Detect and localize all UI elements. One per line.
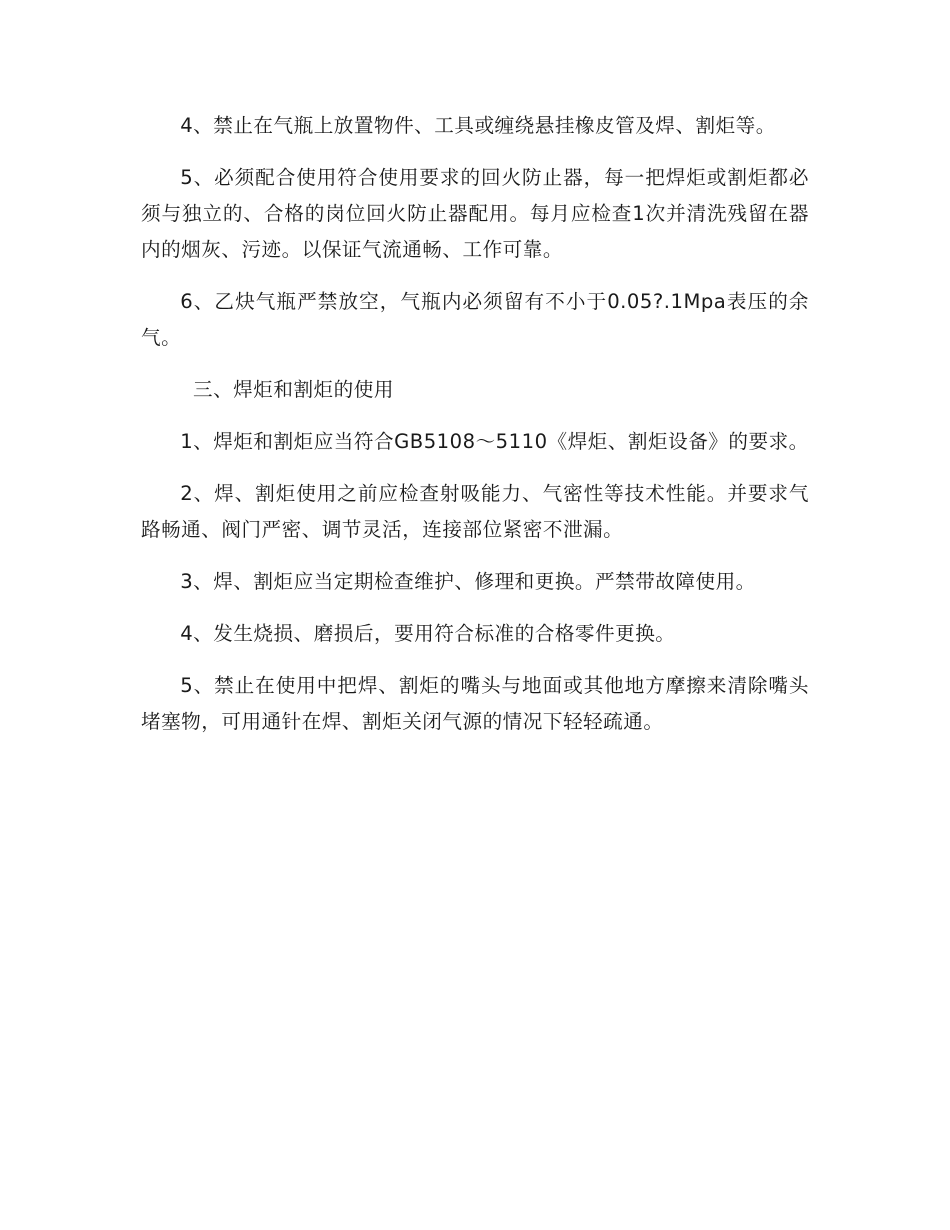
paragraph-item-2: 2、焊、割炬使用之前应检查射吸能力、气密性等技术性能。并要求气路畅通、阀门严密、调节灵活，连接部位紧密不泄漏。 — [141, 482, 809, 541]
paragraph-item-4b: 4、发生烧损、磨损后，要用符合标准的合格零件更换。 — [180, 622, 676, 645]
paragraph-item-6: 6、乙炔气瓶严禁放空，气瓶内必须留有不小于0.05?.1Mpa表压的余气。 — [141, 290, 809, 349]
document-body — [141, 108, 809, 756]
paragraph-item-3: 3、焊、割炬应当定期检查维护、修理和更换。严禁带故障使用。 — [180, 570, 756, 593]
paragraph-item-1: 1、焊炬和割炬应当符合GB5108～5110《焊炬、割炬设备》的要求。 — [180, 430, 809, 453]
paragraph-item-5b: 5、禁止在使用中把焊、割炬的嘴头与地面或其他地方摩擦来清除嘴头堵塞物，可用通针在焊、割炬关闭气源的情况下轻轻疏通。 — [141, 674, 809, 733]
section-heading: 三、焊炬和割炬的使用 — [193, 378, 394, 401]
paragraph-item-5: 5、必须配合使用符合使用要求的回火防止器，每一把焊炬或割炬都必须与独立的、合格的岗位回火防止器配用。每月应检查1次并清洗残留在器内的烟灰、污迹。以保证气流通畅、工作可靠。 — [141, 166, 809, 261]
paragraph-item-4: 4、禁止在气瓶上放置物件、工具或缠绕悬挂橡皮管及焊、割炬等。 — [180, 114, 776, 137]
